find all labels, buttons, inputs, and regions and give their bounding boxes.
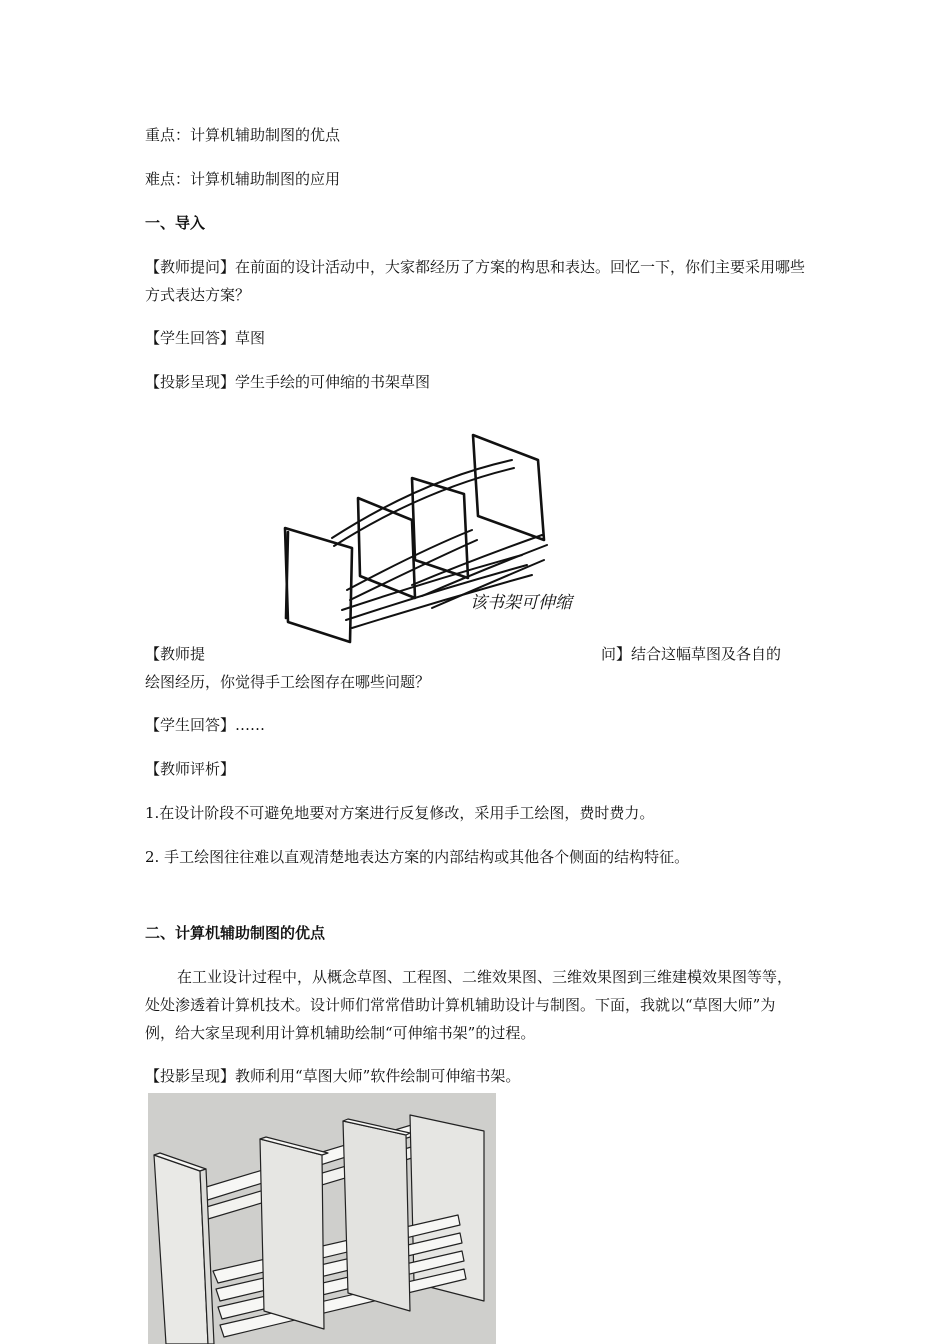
student-answer-1: 【学生回答】草图 [145, 329, 266, 347]
section-heading-intro: 一、导入 [145, 214, 206, 232]
projection-line-2: 【投影呈现】教师利用“草图大师”软件绘制可伸缩书架。 [145, 1067, 521, 1085]
bookshelf-sketch-image [272, 420, 602, 650]
sketch-caption: 该书架可伸缩 [470, 593, 572, 613]
advantages-paragraph: 在工业设计过程中，从概念草图、工程图、二维效果图、三维效果图到三维建模效果图等等，处处渗透着计算机技术。设计师们常常借助计算机辅助设计与制图。下面，我就以“草图大师”为例，给大家呈现利用计算机辅助绘制“可伸缩书架”的过程。 [145, 968, 793, 1042]
teacher-question-1: 【教师提问】在前面的设计活动中，大家都经历了方案的构思和表达。回忆一下，你们主要采用哪些方式表达方案？ [145, 258, 806, 304]
teacher-question-2-end: 问】结合这幅草图及各自的 [601, 645, 782, 663]
key-point-line: 重点：计算机辅助制图的优点 [145, 126, 341, 144]
eval-point-1: 1.在设计阶段不可避免地要对方案进行反复修改，采用手工绘图，费时费力。 [145, 804, 655, 822]
teacher-question-2-cont: 绘图经历，你觉得手工绘图存在哪些问题？ [145, 673, 431, 691]
bookshelf-3d-render-image [148, 1093, 496, 1344]
eval-point-2: 2. 手工绘图往往难以直观清楚地表达方案的内部结构或其他各个侧面的结构特征。 [145, 848, 690, 866]
difficulty-line: 难点：计算机辅助制图的应用 [145, 170, 341, 188]
section-heading-advantages: 二、计算机辅助制图的优点 [145, 924, 326, 942]
student-answer-2: 【学生回答】…… [145, 716, 266, 734]
projection-line-1: 【投影呈现】学生手绘的可伸缩的书架草图 [145, 373, 431, 391]
teacher-evaluation: 【教师评析】 [145, 760, 236, 778]
teacher-question-2-start: 【教师提 [145, 645, 206, 663]
